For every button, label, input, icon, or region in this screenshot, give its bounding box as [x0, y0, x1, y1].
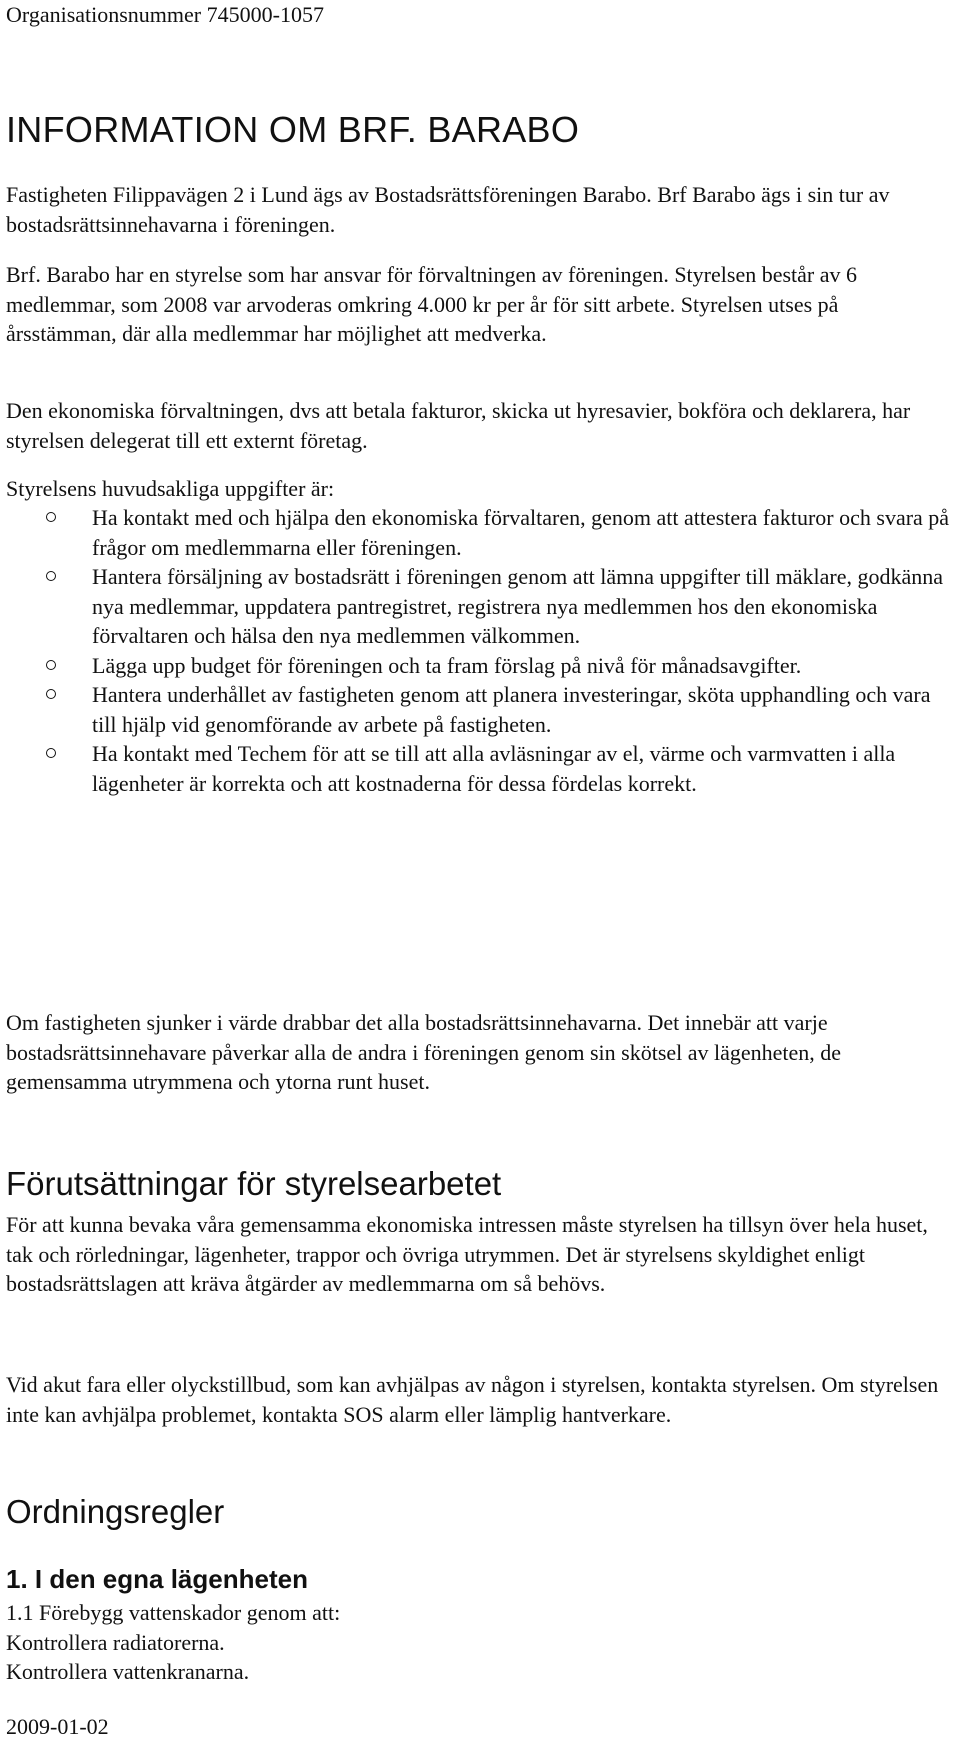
org-number: Organisationsnummer 745000-1057 [6, 2, 324, 27]
rules-line: Kontrollera vattenkranarna. [6, 1659, 250, 1684]
list-item [6, 562, 954, 651]
task-text: Hantera underhållet av fastigheten genom att planera investeringar, sköta upphandling och vara till hjälp vid genomförande av arbete på fastigheten. [92, 682, 931, 737]
circle-bullet-icon [46, 571, 56, 581]
tasks-heading: Styrelsens huvudsakliga uppgifter är: [6, 476, 335, 501]
list-item [6, 739, 954, 798]
document-title: INFORMATION OM BRF. BARABO [6, 109, 580, 150]
list-item [6, 651, 954, 681]
intro-paragraph-1: Fastigheten Filippavägen 2 i Lund ägs av Bostadsrättsföreningen Barabo. Brf Barabo ägs i sin tur av bostadsrättsinnehavarna i föreningen. [6, 182, 890, 237]
circle-bullet-icon [46, 748, 56, 758]
task-text: Lägga upp budget för föreningen och ta fram förslag på nivå för månadsavgifter. [92, 652, 802, 678]
rules-lines [6, 1598, 954, 1687]
circle-bullet-icon [46, 689, 56, 699]
intro-paragraph-4: Om fastigheten sjunker i värde drabbar det alla bostadsrättsinnehavarna. Det innebär att varje bostadsrättsinnehavare påverkar alla de andra i föreningen genom sin skötsel av lägenheten, de gemensamma utrymmena och ytorna runt huset. [6, 1010, 842, 1094]
list-item [6, 503, 954, 562]
section-heading-prerequisites: Förutsättningar för styrelsearbetet [6, 1165, 502, 1202]
task-text: Ha kontakt med Techem för att se till att alla avläsningar av el, värme och varmvatten i alla lägenheter är korrekta och att kostnaderna för dessa fördelas korrekt. [92, 741, 896, 796]
prerequisites-paragraph-2: Vid akut fara eller olyckstillbud, som kan avhjälpas av någon i styrelsen, kontakta styrelsen. Om styrelsen inte kan avhjälpa problemet, kontakta SOS alarm eller lämplig hantverkare. [6, 1372, 939, 1427]
task-text: Ha kontakt med och hjälpa den ekonomiska förvaltaren, genom att attestera fakturor och svara på frågor om medlemmarna eller föreningen. [92, 505, 950, 560]
intro-paragraph-2: Brf. Barabo har en styrelse som har ansvar för förvaltningen av föreningen. Styrelsen består av 6 medlemmar, som 2008 var arvoderas omkring 4.000 kr per år för sitt arbete. Styrelsen utses på årsstämman, där alla medlemmar har möjlighet att medverka. [6, 262, 857, 346]
prerequisites-paragraph-1: För att kunna bevaka våra gemensamma ekonomiska intressen måste styrelsen ha tillsyn över hela huset, tak och rörledningar, lägenheter, trappor och övriga utrymmen. Det är styrelsens skyldighet enligt bostadsrättslagen att kräva åtgärder av medlemmarna om så behövs. [6, 1212, 928, 1296]
tasks-list [6, 503, 954, 798]
section-heading-rules: Ordningsregler [6, 1493, 225, 1530]
footer-date: 2009-01-02 [6, 1714, 109, 1739]
circle-bullet-icon [46, 512, 56, 522]
task-text: Hantera försäljning av bostadsrätt i föreningen genom att lämna uppgifter till mäklare, godkänna nya medlemmar, uppdatera pantregistret, registrera nya medlemmen hos den ekonomiska förvaltaren och hälsa den nya medlemmen välkommen. [92, 564, 944, 648]
subsection-heading-own-apartment: 1. I den egna lägenheten [6, 1564, 308, 1594]
rules-line: 1.1 Förebygg vattenskador genom att: [6, 1600, 341, 1625]
list-item [6, 680, 954, 739]
intro-paragraph-3: Den ekonomiska förvaltningen, dvs att betala fakturor, skicka ut hyresavier, bokföra och deklarera, har styrelsen delegerat till ett externt företag. [6, 398, 911, 453]
circle-bullet-icon [46, 660, 56, 670]
rules-line: Kontrollera radiatorerna. [6, 1629, 225, 1655]
